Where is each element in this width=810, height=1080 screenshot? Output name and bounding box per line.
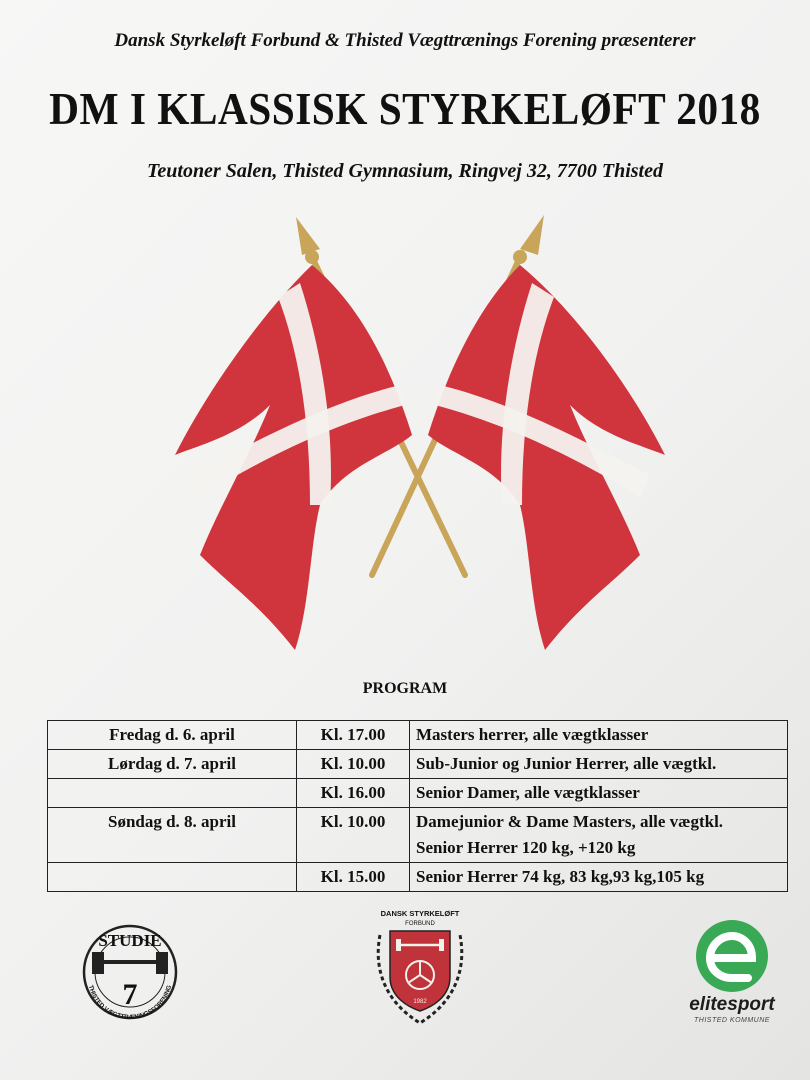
table-row (48, 779, 788, 808)
left-finial-icon (296, 217, 320, 255)
right-danish-flag (428, 265, 665, 650)
day-cell: Søndag d. 8. april (48, 808, 297, 863)
elitesport-e-icon (672, 918, 792, 994)
studie-7-number: 7 (122, 978, 138, 1011)
event-text: Sub-Junior og Junior Herrer, alle vægtkl. (416, 754, 717, 773)
day-cell: Lørdag d. 7. april (48, 750, 297, 779)
event-text-second-line: Senior Herrer 120 kg, +120 kg (416, 838, 636, 857)
dsf-year: 1982 (413, 999, 427, 1005)
program-table (47, 720, 788, 892)
right-finial-icon (520, 215, 544, 255)
day-cell (48, 863, 297, 892)
time-cell: Kl. 10.00 (297, 750, 410, 779)
event-cell (410, 808, 788, 863)
table-row (48, 721, 788, 750)
event-cell (410, 863, 788, 892)
event-text: Senior Damer, alle vægtklasser (416, 783, 640, 802)
elitesport-name: elitesport (689, 994, 775, 1015)
event-cell (410, 721, 788, 750)
event-cell (410, 779, 788, 808)
table-row (48, 808, 788, 863)
left-danish-flag (175, 265, 412, 650)
crossed-danish-flags-illustration (160, 205, 680, 655)
event-text: Senior Herrer 74 kg, 83 kg,93 kg,105 kg (416, 867, 705, 886)
dansk-styrkeloft-forbund-logo (372, 905, 468, 1025)
table-row (48, 750, 788, 779)
day-cell: Fredag d. 6. april (48, 721, 297, 750)
program-heading: PROGRAM (362, 680, 448, 697)
studie-7-logo (78, 922, 182, 1022)
time-cell: Kl. 17.00 (297, 721, 410, 750)
elitesport-subtitle: THISTED KOMMUNE (694, 1017, 770, 1024)
venue-line: Teutoner Salen, Thisted Gymnasium, Ringvej 32, 7700 Thisted (147, 160, 663, 182)
tagline: Dansk Styrkeløft Forbund & Thisted Vægttrænings Forening præsenterer (114, 30, 696, 51)
day-cell (48, 779, 297, 808)
studie-7-ring-text: THISTED VÆGTTRÆNINGSFORENING (86, 984, 174, 1022)
time-cell: Kl. 10.00 (297, 808, 410, 863)
table-row (48, 863, 788, 892)
event-cell (410, 750, 788, 779)
studie-7-name: STUDIE (98, 931, 162, 950)
poster-title: DM I KLASSISK STYRKELØFT 2018 (49, 83, 761, 134)
time-cell: Kl. 15.00 (297, 863, 410, 892)
event-text: Damejunior & Dame Masters, alle vægtkl. (416, 812, 724, 831)
time-cell: Kl. 16.00 (297, 779, 410, 808)
elitesport-logo (672, 918, 792, 1030)
dsf-name-line2: FORBUND (405, 921, 435, 927)
event-text: Masters herrer, alle vægtklasser (416, 725, 649, 744)
dsf-name-line1: DANSK STYRKELØFT (380, 909, 460, 918)
